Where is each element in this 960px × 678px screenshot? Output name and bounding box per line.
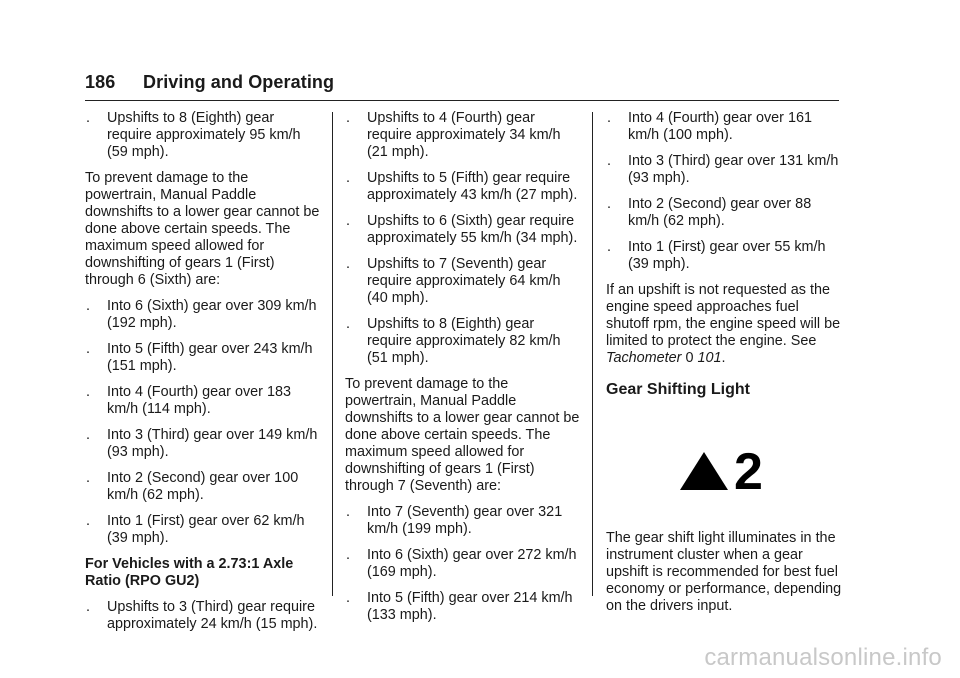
list-item-text: Into 4 (Fourth) gear over 161 km/h (100 mph). [628,110,812,143]
list-item-text: Into 6 (Sixth) gear over 272 km/h (169 mph). [367,547,577,580]
paragraph-downshift: To prevent damage to the powertrain, Manual Paddle downshifts to a lower gear cannot be done above certain speeds. The maximum speed allowed for downshifting of gears 1 (First) through 7 (Seventh) are: [345,376,580,494]
section-title-gear-shifting-light: Gear Shifting Light [606,381,750,398]
bullet-marker: . [346,504,350,520]
list-item [345,213,581,247]
watermark: carmanualsonline.info [704,644,942,671]
list-item [85,384,321,418]
list-item-text: Into 3 (Third) gear over 149 km/h (93 mph). [107,427,318,460]
bullet-marker: . [607,153,611,169]
bullet-marker: . [346,547,350,563]
list-item [345,316,581,367]
list-item-text: Into 2 (Second) gear over 88 km/h (62 mph). [628,196,812,229]
list-item [85,110,321,161]
page-number: 186 [85,72,116,92]
list-item [85,341,321,375]
list-item-text: Upshifts to 8 (Eighth) gear require approximately 95 km/h (59 mph). [107,110,301,160]
bullet-marker: . [86,110,90,126]
list-item-text: Into 1 (First) gear over 55 km/h (39 mph). [628,239,826,272]
bullet-marker: . [86,384,90,400]
page-ref-number[interactable]: 101 [697,350,722,366]
list-item [85,427,321,461]
column-divider-2 [592,112,593,596]
list-item-text: Upshifts to 6 (Sixth) gear require approximately 55 km/h (34 mph). [367,213,578,246]
period: . [721,350,726,366]
list-item [345,504,581,538]
list-item-text: Into 1 (First) gear over 62 km/h (39 mph). [107,513,305,546]
paragraph-gear-light: The gear shift light illuminates in the instrument cluster when a gear upshift is recommended for best fuel economy or performance, depending on the drivers input. [606,530,842,614]
bullet-marker: . [86,341,90,357]
bullet-marker: . [86,513,90,529]
bullet-marker: . [346,213,350,229]
paragraph-upshift-limit [606,282,842,367]
bullet-marker: . [346,316,350,332]
bullet-marker: . [346,256,350,272]
list-item-text: Into 4 (Fourth) gear over 183 km/h (114 mph). [107,384,291,417]
bullet-marker: . [346,110,350,126]
list-item-text: Upshifts to 4 (Fourth) gear require approximately 34 km/h (21 mph). [367,110,561,160]
column-divider-1 [332,112,333,596]
bullet-marker: . [607,196,611,212]
list-item-text: Into 5 (Fifth) gear over 243 km/h (151 mph). [107,341,313,374]
column-2 [345,110,581,633]
list-item-text: Into 7 (Seventh) gear over 321 km/h (199 mph). [367,504,563,537]
bullet-marker: . [86,298,90,314]
bullet-marker: . [86,599,90,615]
bullet-marker: . [86,427,90,443]
list-item [345,110,581,161]
list-item-text: Upshifts to 3 (Third) gear require approximately 24 km/h (15 mph). [107,599,318,632]
bullet-marker: . [607,239,611,255]
header-rule [85,100,839,101]
page-title: Driving and Operating [143,72,335,92]
paragraph-text: If an upshift is not requested as the engine speed approaches fuel shutoff rpm, the engine speed will be limited to protect the engine. See [606,282,841,349]
list-item-text: Into 2 (Second) gear over 100 km/h (62 mph). [107,470,299,503]
gear-shift-up-icon [678,446,778,496]
list-item-text: Into 5 (Fifth) gear over 214 km/h (133 mph). [367,590,573,623]
subheading-axle-ratio: For Vehicles with a 2.73:1 Axle Ratio (RPO GU2) [85,556,294,589]
gear-number: 2 [734,446,763,496]
list-item [345,547,581,581]
list-item-text: Into 3 (Third) gear over 131 km/h (93 mph). [628,153,839,186]
page-header [85,72,334,93]
list-item [85,599,321,633]
list-item [345,170,581,204]
list-item [606,110,842,144]
list-item-text: Upshifts to 8 (Eighth) gear require approximately 82 km/h (51 mph). [367,316,561,366]
list-item [606,153,842,187]
list-item [606,196,842,230]
list-item-text: Upshifts to 5 (Fifth) gear require approximately 43 km/h (27 mph). [367,170,578,203]
column-3 [606,110,842,624]
list-item [85,513,321,547]
column-1 [85,110,321,642]
list-item [345,256,581,307]
list-item [345,590,581,624]
gear-shift-light-illustration [606,398,842,530]
list-item [85,298,321,332]
bullet-marker: . [346,170,350,186]
list-item [606,239,842,273]
up-triangle-icon [680,452,728,490]
tachometer-link[interactable]: Tachometer [606,350,682,366]
bullet-marker: . [607,110,611,126]
bullet-marker: . [346,590,350,606]
list-item [85,470,321,504]
bullet-marker: . [86,470,90,486]
list-item-text: Into 6 (Sixth) gear over 309 km/h (192 mph). [107,298,317,331]
page-ref-symbol: 0 [685,350,694,366]
list-item-text: Upshifts to 7 (Seventh) gear require approximately 64 km/h (40 mph). [367,256,561,306]
paragraph-downshift: To prevent damage to the powertrain, Manual Paddle downshifts to a lower gear cannot be done above certain speeds. The maximum speed allowed for downshifting of gears 1 (First) through 6 (Sixth) are: [85,170,320,288]
